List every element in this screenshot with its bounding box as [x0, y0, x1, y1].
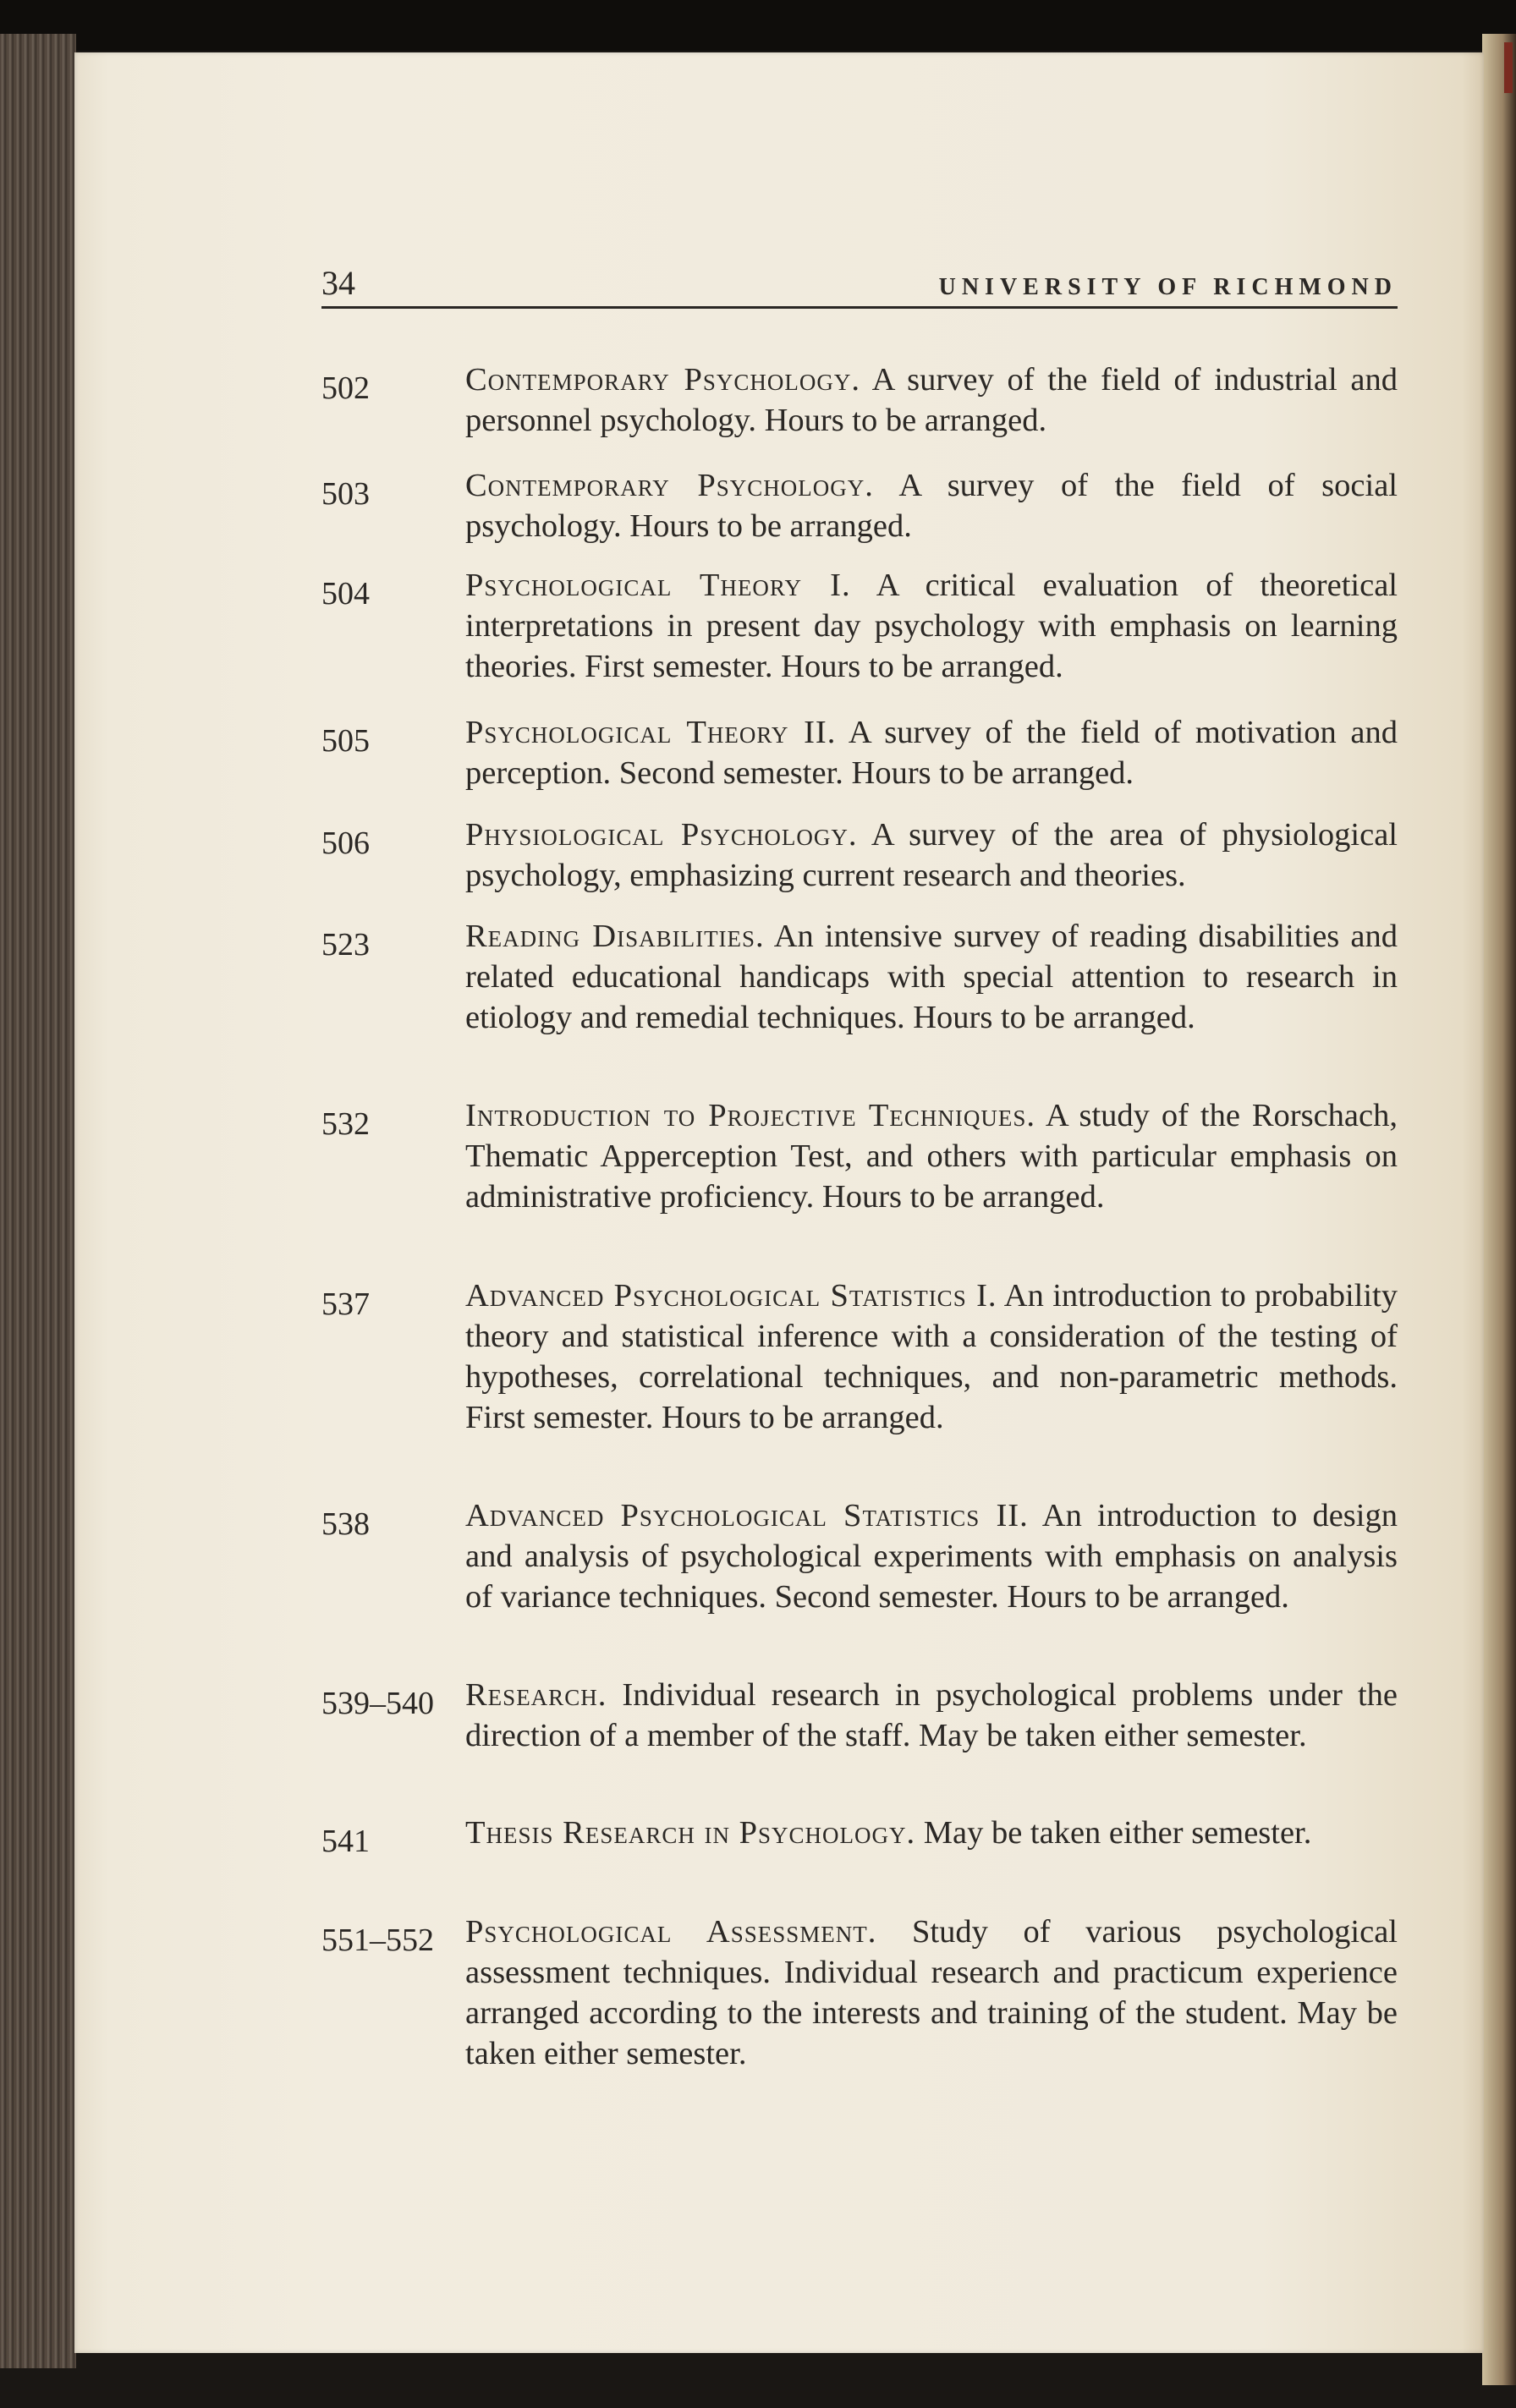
course-number: 505: [321, 723, 370, 759]
course-title: Research.: [465, 1677, 607, 1713]
course-title: Contemporary Psychology.: [465, 362, 861, 398]
course-number: 504: [321, 576, 370, 612]
course-number: 538: [321, 1506, 370, 1542]
course-description: [465, 1095, 1398, 1217]
course-entry: [321, 1495, 1398, 1617]
course-number: 532: [321, 1106, 370, 1142]
page-number: 34: [321, 264, 355, 302]
course-text: A survey of the field of social psychology. Hours to be arranged.: [465, 468, 1398, 544]
course-text: A survey of the area of physiological psychology, emphasizing current research and theories.: [465, 817, 1398, 893]
course-text: A study of the Rorschach, Thematic Apperception Test, and others with particular emphasis on administrative proficiency. Hours to be arranged.: [465, 1098, 1398, 1215]
course-description: [465, 565, 1398, 687]
course-text: A survey of the field of motivation and perception. Second semester. Hours to be arranged.: [465, 715, 1398, 791]
course-text: An intensive survey of reading disabilities and related educational handicaps with special attention to research in etiology and remedial techniques. Hours to be arranged.: [465, 919, 1398, 1035]
course-number: 503: [321, 476, 370, 512]
bookmark-ribbon: [1504, 42, 1513, 93]
course-number: 537: [321, 1286, 370, 1322]
course-description: [465, 1495, 1398, 1617]
course-number: 551–552: [321, 1923, 434, 1958]
course-text: An introduction to probability theory and statistical inference with a consideration of the testing of hypotheses, correlational techniques, and non-parametric methods. First semester. Hours to be arranged.: [465, 1278, 1398, 1435]
course-title: Physiological Psychology.: [465, 817, 858, 853]
course-description: [465, 359, 1398, 441]
course-description: [465, 1675, 1398, 1756]
course-number: 539–540: [321, 1686, 434, 1721]
course-number: 541: [321, 1824, 370, 1859]
course-text: Study of various psychological assessment techniques. Individual research and practicum experience arranged according to the interests and training of the student. May be taken either semester.: [465, 1914, 1398, 2071]
course-description: [465, 465, 1398, 546]
course-text: A survey of the field of industrial and personnel psychology. Hours to be arranged.: [465, 362, 1398, 438]
course-title: Psychological Theory I.: [465, 568, 851, 603]
course-description: [465, 1912, 1398, 2074]
book-page-edges: [0, 34, 76, 2368]
course-title: Introduction to Projective Techniques.: [465, 1098, 1036, 1133]
scan-background-top: [0, 0, 1516, 51]
course-description: [465, 815, 1398, 896]
course-entry: [321, 1912, 1398, 2074]
running-head: UNIVERSITY OF RICHMOND: [938, 274, 1398, 300]
course-title: Advanced Psychological Statistics I.: [465, 1278, 997, 1314]
course-description: [465, 1813, 1398, 1853]
page-header: [321, 262, 1398, 309]
course-entry: [321, 359, 1398, 441]
course-title: Advanced Psychological Statistics II.: [465, 1498, 1029, 1533]
course-entry: [321, 1275, 1398, 1438]
course-text: Individual research in psychological problems under the direction of a member of the staff. May be taken either semester.: [465, 1677, 1398, 1753]
course-title: Reading Disabilities.: [465, 919, 765, 954]
course-title: Psychological Theory II.: [465, 715, 837, 750]
course-entry: [321, 916, 1398, 1038]
course-title: Thesis Research in Psychology.: [465, 1815, 916, 1851]
course-number: 502: [321, 370, 370, 406]
course-entry: [321, 565, 1398, 687]
course-entry: [321, 1675, 1398, 1756]
course-description: [465, 1275, 1398, 1438]
course-entry: [321, 712, 1398, 793]
course-entry: [321, 1813, 1398, 1859]
course-text: An introduction to design and analysis of psychological experiments with emphasis on analysis of variance techniques. Second semester. Hours to be arranged.: [465, 1498, 1398, 1615]
course-text: May be taken either semester.: [923, 1815, 1312, 1851]
course-number: 506: [321, 826, 370, 861]
course-entry: [321, 815, 1398, 896]
course-entry: [321, 465, 1398, 546]
course-title: Contemporary Psychology.: [465, 468, 874, 503]
course-text: A critical evaluation of theoretical interpretations in present day psychology with emphasis on learning theories. First semester. Hours to be arranged.: [465, 568, 1398, 684]
course-description: [465, 712, 1398, 793]
course-title: Psychological Assessment.: [465, 1914, 877, 1950]
course-description: [465, 916, 1398, 1038]
course-number: 523: [321, 927, 370, 963]
course-entry: [321, 1095, 1398, 1217]
book-right-edge: [1482, 34, 1516, 2385]
